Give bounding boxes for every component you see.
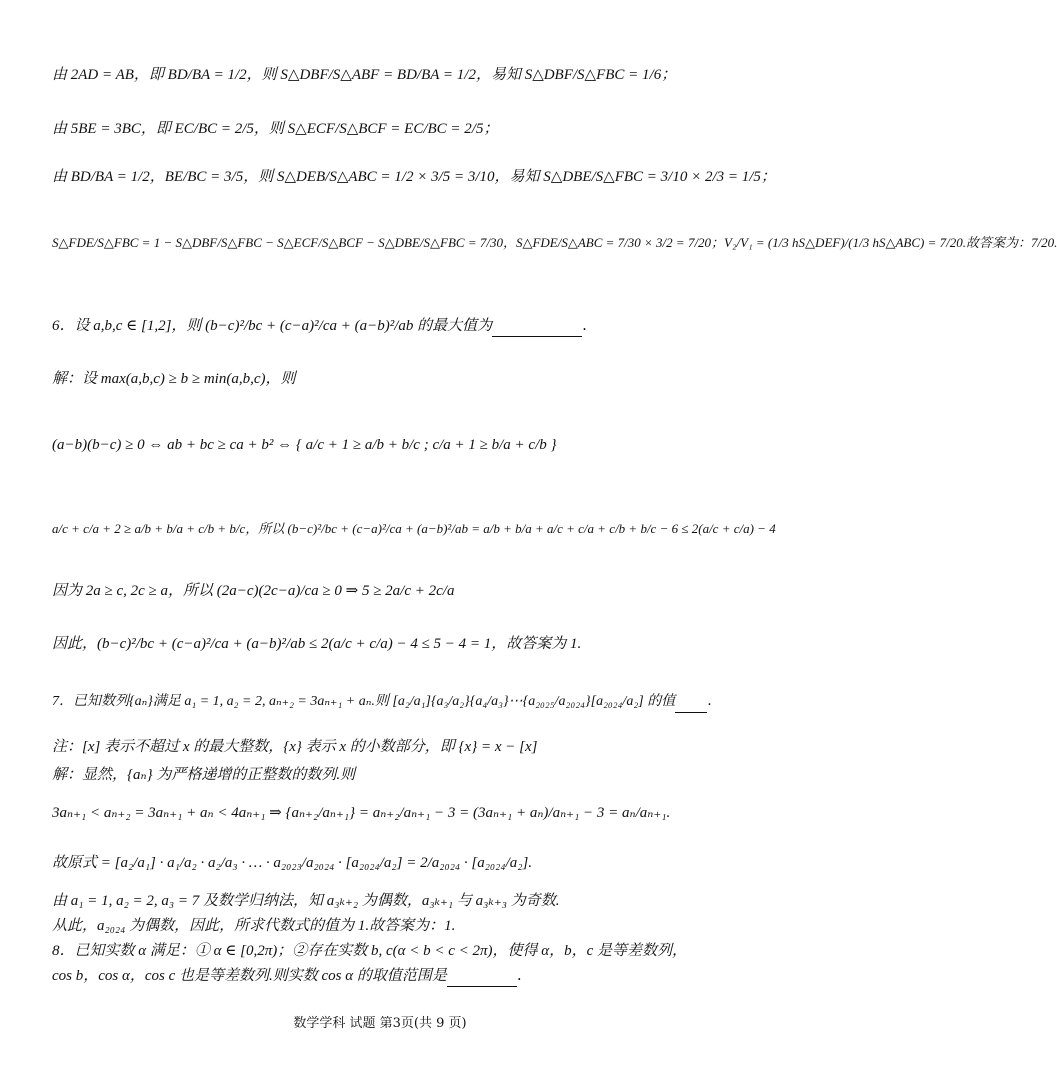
solution-6-line-5: 因此，(b−c)²/bc + (c−a)²/ca + (a−b)²/ab ≤ 2(a/c + c/a) − 4 ≤ 5 − 4 = 1，故答案为 1.: [52, 636, 582, 652]
problem-7-statement: 7．已知数列{aₙ}满足 a₁ = 1, a₂ = 2, aₙ₊₂ = 3aₙ₊₁ + aₙ.则 [a₂/a₁]{a₃/a₂}{a₄/a₃}⋯{a₂₀₂₅/a₂₀₂₄}[a₂₀₂₄/a₂] 的值 .: [52, 690, 722, 713]
solution-7-line-4: 由 a₁ = 1, a₂ = 2, a₃ = 7 及数学归纳法，知 a₃ₖ₊₂ 为偶数，a₃ₖ₊₁ 与 a₃ₖ₊₃ 为奇数.: [52, 893, 560, 909]
problem-7-note: 注：[x] 表示不超过 x 的最大整数，{x} 表示 x 的小数部分，即 {x} = x − [x]: [52, 739, 538, 755]
solution-7-line-2: 3aₙ₊₁ < aₙ₊₂ = 3aₙ₊₁ + aₙ < 4aₙ₊₁ ⇒ {aₙ₊₂/aₙ₊₁} = aₙ₊₂/aₙ₊₁ − 3 = (3aₙ₊₁ + aₙ)/aₙ₊₁ − 3 = aₙ/aₙ₊₁.: [52, 805, 671, 821]
page-footer: 数学学科 试题 第3页(共 9 页): [293, 1016, 467, 1031]
solution-line-4: S△FDE/S△FBC = 1 − S△DBF/S△FBC − S△ECF/S△BCF − S△DBE/S△FBC = 7/30，S△FDE/S△ABC = 7/30 × 3/2 = 7/20；V₂/V₁ = (1/3 hS△DEF)/(1/3 hS△ABC) = 7/20.故答案为：7/20.: [52, 235, 1057, 250]
solution-line-2: 由 5BE = 3BC，即 EC/BC = 2/5，则 S△ECF/S△BCF = EC/BC = 2/5；: [52, 121, 499, 137]
solution-6-line-4: 因为 2a ≥ c, 2c ≥ a，所以 (2a−c)(2c−a)/ca ≥ 0 ⇒ 5 ≥ 2a/c + 2c/a: [52, 583, 455, 599]
solution-7-line-1: 解：显然，{aₙ} 为严格递增的正整数的数列.则: [52, 767, 356, 783]
problem-8-line-1: 8．已知实数 α 满足：① α ∈ [0,2π)；②存在实数 b, c(α < b < c < 2π)，使得 α，b，c 是等差数列，: [52, 943, 688, 959]
solution-line-3: 由 BD/BA = 1/2，BE/BC = 3/5，则 S△DEB/S△ABC = 1/2 × 3/5 = 3/10，易知 S△DBE/S△FBC = 3/10 × 2/3 = 1/5；: [52, 169, 776, 185]
problem-8-text: cos b，cos α，cos c 也是等差数列.则实数 cos α 的取值范围是: [52, 968, 447, 984]
solution-6-line-3: a/c + c/a + 2 ≥ a/b + b/a + c/b + b/c，所以 (b−c)²/bc + (c−a)²/ca + (a−b)²/ab = a/b + b/a + a/c + c/a + c/b + b/c − 6 ≤ 2(a/c + c/a) − 4: [52, 521, 776, 536]
problem-8-line-2: cos b，cos α，cos c 也是等差数列.则实数 cos α 的取值范围是 .: [52, 964, 722, 987]
answer-blank: [675, 690, 707, 713]
problem-6-statement: 6．设 a,b,c ∈ [1,2]，则 (b−c)²/bc + (c−a)²/ca + (a−b)²/ab 的最大值为 .: [52, 314, 722, 337]
solution-6-line-1: 解：设 max(a,b,c) ≥ b ≥ min(a,b,c)，则: [52, 371, 296, 387]
answer-blank: [447, 964, 517, 987]
problem-6-text: 6．设 a,b,c ∈ [1,2]，则 (b−c)²/bc + (c−a)²/ca + (a−b)²/ab 的最大值为: [52, 318, 493, 334]
answer-blank: [492, 314, 582, 337]
solution-line-1: 由 2AD = AB，即 BD/BA = 1/2，则 S△DBF/S△ABF = BD/BA = 1/2，易知 S△DBF/S△FBC = 1/6；: [52, 67, 677, 83]
problem-7-text: 7．已知数列{aₙ}满足 a₁ = 1, a₂ = 2, aₙ₊₂ = 3aₙ₊₁ + aₙ.则 [a₂/a₁]{a₃/a₂}{a₄/a₃}⋯{a₂₀₂₅/a₂₀₂₄}[a₂₀₂₄/a₂] 的值: [52, 694, 676, 709]
solution-6-line-2: (a−b)(b−c) ≥ 0 ⇔ ab + bc ≥ ca + b² ⇔ { a/c + 1 ≥ a/b + b/c ; c/a + 1 ≥ b/a + c/b }: [52, 437, 557, 453]
solution-7-line-3: 故原式 = [a₂/a₁] · a₁/a₂ · a₂/a₃ · … · a₂₀₂₃/a₂₀₂₄ · [a₂₀₂₄/a₂] = 2/a₂₀₂₄ · [a₂₀₂₄/a₂].: [52, 855, 533, 871]
solution-7-line-5: 从此，a₂₀₂₄ 为偶数，因此，所求代数式的值为 1.故答案为：1.: [52, 918, 456, 934]
